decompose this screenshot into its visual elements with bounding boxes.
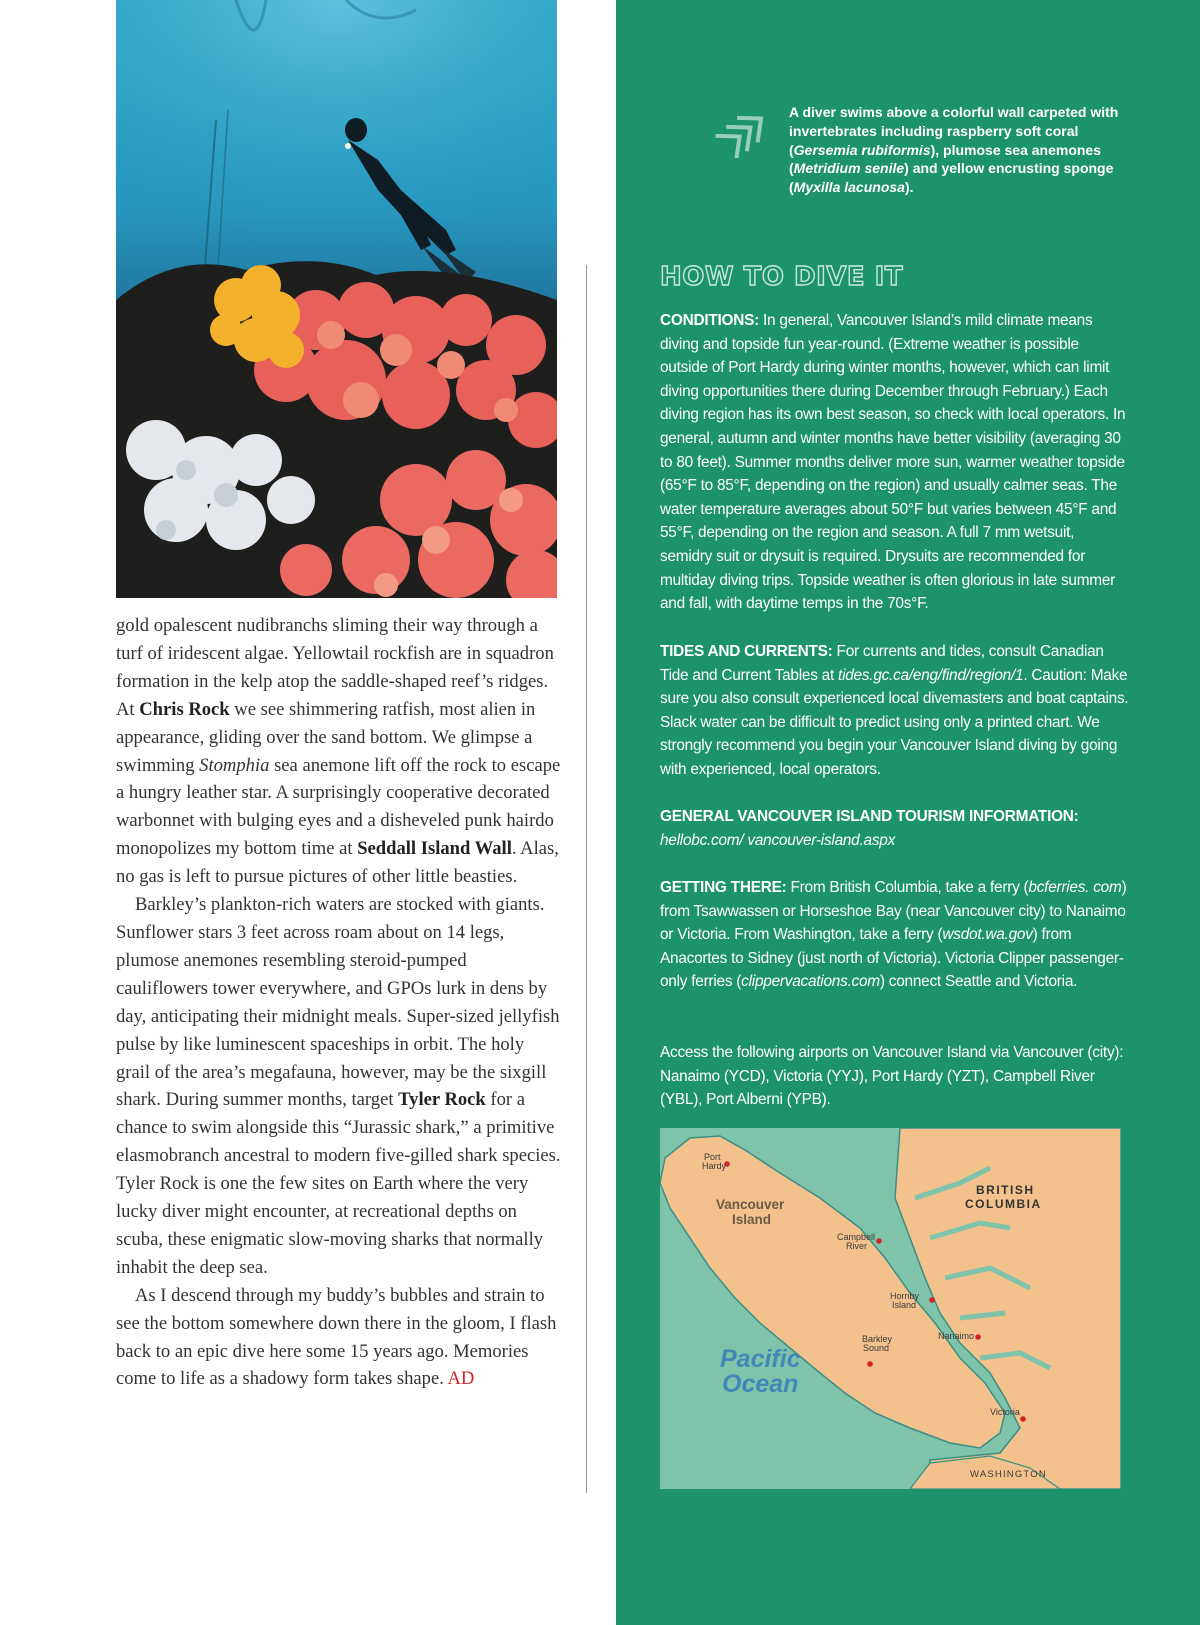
tourism-section [660, 805, 1130, 852]
campbell-river-dot [876, 1238, 882, 1244]
column-divider [586, 265, 587, 1493]
section-label: GENERAL VANCOUVER ISLAND TOURISM INFORMATION: [660, 808, 1079, 825]
end-mark: AD [447, 1368, 475, 1390]
diver-reef-photo [116, 0, 557, 598]
tides-section: TIDES AND CURRENTS: For currents and tides, consult Canadian Tide and Current Tables at tides.gc.ca/eng/find/region/1. Caution: Make sure you also consult experienced local divemasters and boat captains. Slack water can be difficult to predict using only a printed chart. We strongly recommend you begin your Vancouver Island diving by going with experienced, local operators. [660, 643, 1129, 778]
section-label: TIDES AND CURRENTS: [660, 643, 833, 660]
section-label: CONDITIONS: [660, 312, 759, 329]
ferry-link[interactable]: bcferries. com [1028, 879, 1122, 896]
barkley-sound-label: Barkley Sound [862, 1334, 893, 1353]
article-paragraph: gold opalescent nudibranchs sliming their way through a turf of iridescent algae. Yellowtail rockfish are in squadron formation in the kelp atop the saddle-shaped reef’s ridges. At Chris Rock we see shimmering ratfish, most alien in appearance, gliding over the sand bottom. We glimpse a swimming Stomphia sea anemone lift off the rock to escape a hungry leather star. A surprisingly cooperative decorated warbonnet with bulging eyes and a disheveled punk hairdo monopolizes my bottom time at Seddall Island Wall. Alas, no gas is left to pursue pictures of other little beasties. [116, 615, 561, 888]
photo-caption: A diver swims above a colorful wall carpeted with invertebrates including raspberry soft coral (Gersemia rubiformis), plumose sea anemones (Metridium senile) and yellow encrusting sponge (Myxilla lacunosa). [789, 104, 1119, 196]
washington-label: WASHINGTON [970, 1469, 1047, 1480]
nanaimo-label: Nanaimo [938, 1331, 975, 1341]
airports-section: Access the following airports on Vancouver Island via Vancouver (city): Nanaimo (YCD), Victoria (YYJ), Port Hardy (YZT), Campbell River (YBL), Port Alberni (YPB). [660, 1044, 1124, 1109]
tourism-link[interactable]: hellobc.com/ vancouver-island.aspx [660, 831, 896, 849]
campbell-river-label: Campbell River [837, 1232, 876, 1251]
pacific-ocean-label: Pacific Ocean [720, 1345, 801, 1398]
barkley-sound-dot [867, 1361, 873, 1367]
vancouver-island-label: Vancouver Island [716, 1197, 785, 1227]
site-name: Tyler Rock [398, 1089, 486, 1111]
victoria-dot [1020, 1416, 1026, 1422]
caption-arrow-icon [712, 106, 778, 158]
conditions-section: CONDITIONS: In general, Vancouver Island’s mild climate means diving and topside fun year-round. (Extreme weather is possible outside of Port Hardy during winter months, however, which can limit diving opportunities there during December through February.) Each diving region has its own best season, so check with local operators. In general, autumn and winter months have better visibility (averaging 30 to 80 feet). Summer months deliver more sun, warmer weather topside (65°F to 85°F, depending on the region) and usually calmer seas. The water temperature averages about 50°F but varies between 45°F and 55°F, depending on the region and season. A full 7 mm wetsuit, semidry suit or drysuit is required. Drysuits are recommended for multiday diving trips. Topside weather is often glorious in late summer and fall, with daytime temps in the 70s°F. [660, 312, 1126, 613]
tides-link[interactable]: tides.gc.ca/eng/find/region/1 [838, 666, 1024, 684]
map-graphic [660, 1128, 1121, 1489]
british-columbia-label: BRITISH COLUMBIA [965, 1183, 1042, 1211]
getting-there-section: GETTING THERE: From British Columbia, take a ferry (bcferries. com) from Tsawwassen or Horseshoe Bay (near Vancouver city) to Nanaimo or Victoria. From Washington, take a ferry (wsdot.wa.gov) from Anacortes to Sidney (just north of Victoria). Victoria Clipper passenger-only ferries (clippervacations.com) connect Seattle and Victoria. [660, 879, 1127, 991]
article-paragraph: Barkley’s plankton-rich waters are stocked with giants. Sunflower stars 3 feet across roam about on 14 legs, plumose anemones resembling steroid-pumped cauliflowers tower everywhere, and GPOs lurk in dens by day, anticipating their midnight meals. Super-sized jellyfish pulse by like luminescent spaceships in orbit. The holy grail of the area’s megafauna, however, may be the sixgill shark. During summer months, target Tyler Rock for a chance to swim alongside this “Jurassic shark,” a primitive elasmobranch ancestral to modern five-gilled shark species. Tyler Rock is one the few sites on Earth where the very lucky diver might encounter, at recreational depths on scuba, these enigmatic slow-moving sharks that normally inhabit the deep sea. [116, 894, 561, 1278]
hornby-island-dot [929, 1297, 935, 1303]
ferry-link[interactable]: wsdot.wa.gov [942, 926, 1033, 944]
section-label: GETTING THERE: [660, 879, 787, 896]
site-name: Seddall Island Wall [357, 838, 512, 860]
ferry-link[interactable]: clippervacations.com [741, 973, 880, 991]
hornby-island-label: Hornby Island [890, 1291, 920, 1310]
reef-illustration [116, 0, 557, 598]
site-name: Chris Rock [139, 698, 230, 720]
port-hardy-label: Port Hardy [702, 1152, 727, 1171]
article-body [116, 612, 561, 1393]
section-title: HOW TO DIVE IT [660, 262, 904, 292]
victoria-label: Victoria [990, 1407, 1020, 1417]
vancouver-island-map [660, 1128, 1121, 1489]
article-paragraph: As I descend through my buddy’s bubbles and strain to see the bottom somewhere down there in the gloom, I flash back to an epic dive here some 15 years ago. Memories come to life as a shadowy form takes shape. AD [116, 1284, 557, 1390]
nanaimo-dot [975, 1334, 981, 1340]
